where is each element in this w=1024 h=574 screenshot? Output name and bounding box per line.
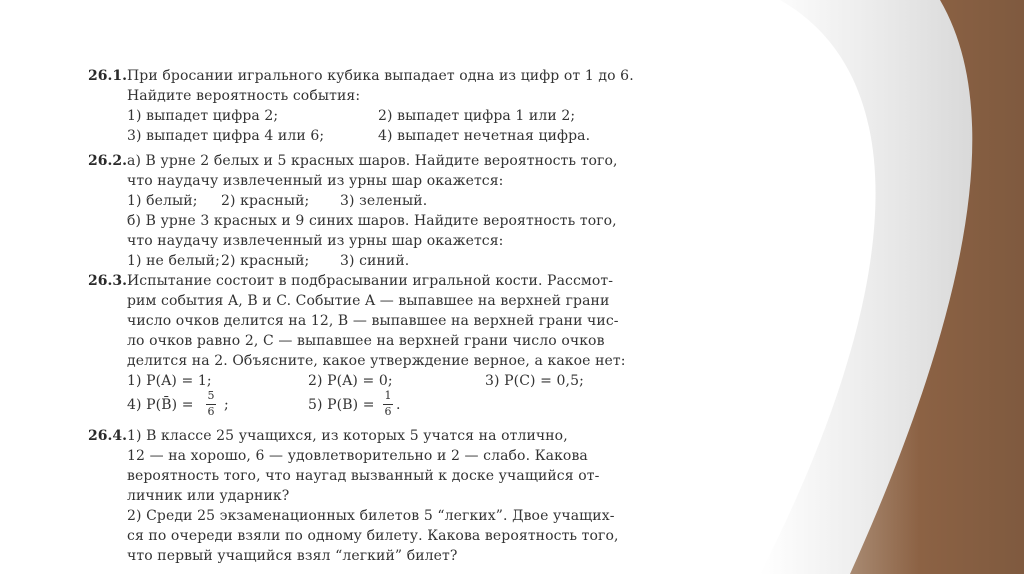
problem-text: число очков делится на 12, B — выпавшее на верхней грани чис- — [127, 313, 619, 329]
answer-option: 3) выпадет цифра 4 или 6; — [127, 128, 325, 144]
problem-number: 26.1. — [88, 68, 127, 84]
problem-text: 12 — на хорошо, 6 — удовлетворительно и 2 — слабо. Какова — [127, 448, 588, 464]
problem-text: рим события A, B и C. Событие A — выпавшее на верхней грани — [127, 293, 610, 309]
answer-option: 3) зеленый. — [340, 193, 428, 209]
problem-text: что первый учащийся взял “легкий” билет? — [127, 548, 458, 564]
answer-option: 4) выпадет нечетная цифра. — [378, 128, 591, 144]
problem-text: вероятность того, что наугад вызванный к доске учащийся от- — [127, 468, 600, 484]
answer-option: 3) P(C) = 0,5; — [485, 373, 584, 389]
problem-text: Найдите вероятность события: — [127, 88, 361, 104]
punctuation: ; — [224, 397, 229, 413]
problem-text: личник или ударник? — [127, 488, 290, 504]
problem-text: 1) В классе 25 учащихся, из которых 5 учатся на отлично, — [127, 428, 568, 444]
problem-text: б) В урне 3 красных и 9 синих шаров. Найдите вероятность того, — [127, 213, 617, 229]
answer-option: 4) P(B̄) = — [127, 397, 194, 413]
problem-text: ло очков равно 2, C — выпавшее на верхней грани число очков — [127, 333, 605, 349]
answer-option: 2) P(A) = 0; — [308, 373, 393, 389]
problem-text: делится на 2. Объясните, какое утверждение верное, а какое нет: — [127, 353, 626, 369]
answer-option: 2) выпадет цифра 1 или 2; — [378, 108, 576, 124]
fraction-numerator: 1 — [384, 389, 392, 402]
problem-number: 26.2. — [88, 153, 127, 169]
problem-text: Испытание состоит в подбрасывании игральной кости. Рассмот- — [127, 273, 614, 289]
answer-option: 5) P(B) = — [308, 397, 375, 413]
problem-text: что наудачу извлеченный из урны шар окажется: — [127, 233, 504, 249]
problem-text: ся по очереди взяли по одному билету. Какова вероятность того, — [127, 528, 619, 544]
fraction-denominator: 6 — [207, 405, 215, 418]
answer-option: 1) белый; — [127, 193, 198, 209]
problem-text: а) В урне 2 белых и 5 красных шаров. Найдите вероятность того, — [127, 153, 618, 169]
problem-number: 26.4. — [88, 428, 127, 444]
answer-option: 1) выпадет цифра 2; — [127, 108, 279, 124]
fraction-numerator: 5 — [207, 389, 215, 402]
answer-option: 2) красный; — [221, 193, 310, 209]
punctuation: . — [396, 397, 401, 413]
answer-option: 1) P(A) = 1; — [127, 373, 212, 389]
fraction-denominator: 6 — [384, 405, 392, 418]
answer-option: 1) не белый; — [127, 253, 220, 269]
problem-text: При бросании игрального кубика выпадает одна из цифр от 1 до 6. — [127, 68, 634, 84]
answer-option: 2) красный; — [221, 253, 310, 269]
problem-text: 2) Среди 25 экзаменационных билетов 5 “легких”. Двое учащих- — [127, 508, 615, 524]
answer-option: 3) синий. — [340, 253, 410, 269]
problem-number: 26.3. — [88, 273, 127, 289]
problem-text: что наудачу извлеченный из урны шар окажется: — [127, 173, 504, 189]
